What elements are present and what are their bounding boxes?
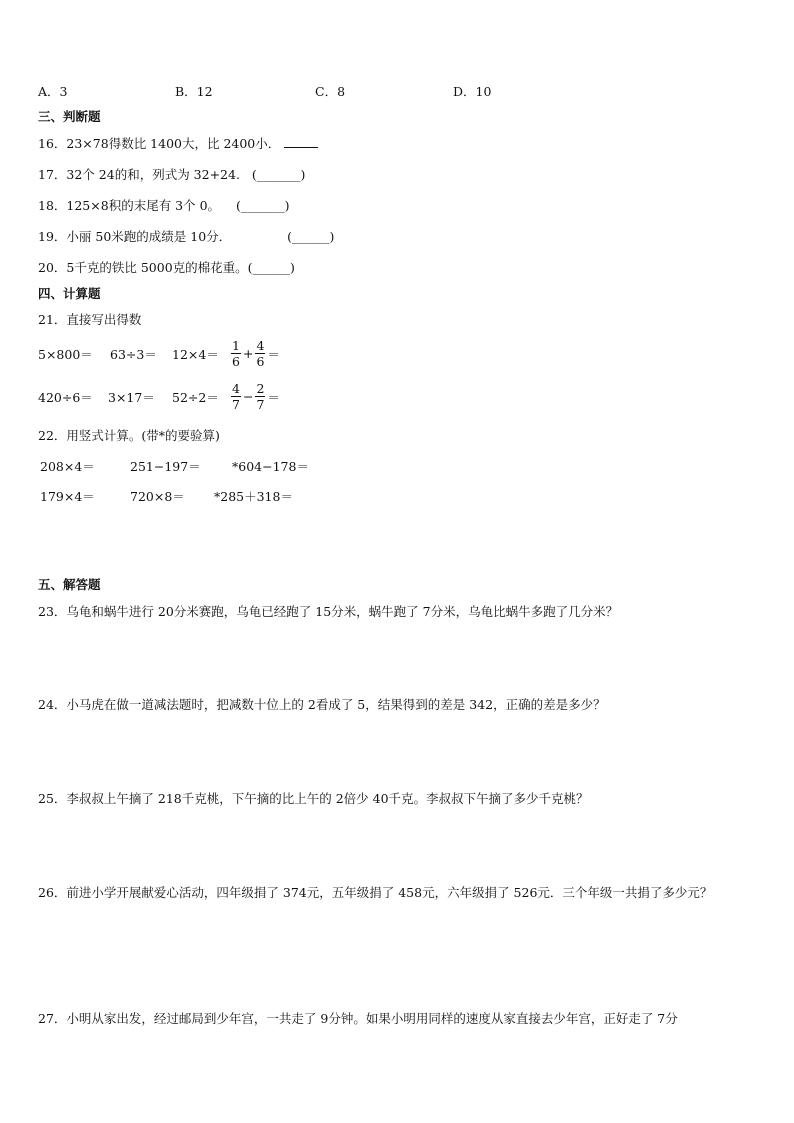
- section-title-judgement: 三、判断题: [38, 109, 101, 124]
- calc-item: 420÷6＝: [38, 390, 93, 405]
- calc-item: 208×4＝: [40, 459, 95, 474]
- calc-item: *604−178＝: [232, 459, 309, 474]
- fraction-expression: [230, 338, 281, 369]
- question-17-text: 17．32个 24的和，列式为 32+24.: [38, 167, 240, 182]
- question-18-text: 18．125×8积的末尾有 3个 0。: [38, 198, 221, 213]
- option-a: A．3: [38, 84, 68, 99]
- plus-operator: +: [242, 346, 254, 361]
- numerator: 4: [256, 338, 265, 353]
- question-23: 23．乌龟和蜗牛进行 20分米赛跑，乌龟已经跑了 15分米，蜗牛跑了 7分米，乌龟比蜗牛多跑了几分米？: [38, 604, 619, 619]
- question-20: [38, 259, 295, 277]
- denominator: 7: [256, 397, 265, 412]
- denominator: 6: [256, 354, 265, 369]
- section-title-calculation: 四、计算题: [38, 286, 101, 301]
- fraction: [231, 381, 241, 412]
- calc-item: 251−197＝: [130, 459, 201, 474]
- answer-blank[interactable]: [284, 135, 318, 148]
- question-24: 24．小马虎在做一道减法题时，把减数十位上的 2看成了 5，结果得到的差是 342，正确的差是多少？: [38, 697, 606, 712]
- question-19: [38, 228, 334, 246]
- question-19-text: 19．小丽 50米跑的成绩是 10分．: [38, 229, 232, 244]
- question-16: [38, 135, 318, 153]
- calc-item: 179×4＝: [40, 489, 95, 504]
- answer-paren[interactable]: (_______): [236, 198, 290, 213]
- fraction-expression: [230, 381, 281, 412]
- calc-item: 3×17＝: [108, 390, 155, 405]
- question-27: 27．小明从家出发，经过邮局到少年宫，一共走了 9分钟。如果小明用同样的速度从家直接去少年宫，正好走了 7分: [38, 1011, 678, 1026]
- calc-item: *285＋318＝: [214, 489, 293, 504]
- fraction: [255, 338, 265, 369]
- fraction: [255, 381, 265, 412]
- question-21-title: 21．直接写出得数: [38, 312, 142, 327]
- numerator: 1: [232, 338, 240, 353]
- option-c: C．8: [315, 84, 346, 99]
- answer-paren[interactable]: (______): [247, 260, 295, 275]
- numerator: 4: [232, 381, 240, 396]
- section-title-word-problems: 五、解答题: [38, 577, 101, 592]
- calc-item: 5×800＝: [38, 347, 93, 362]
- numerator: 2: [256, 381, 265, 396]
- option-b: B．12: [175, 84, 213, 99]
- question-17: [38, 166, 305, 184]
- calc-item: 63÷3＝: [110, 347, 157, 362]
- question-26: 26．前进小学开展献爱心活动，四年级捐了 374元，五年级捐了 458元，六年级捐了 526元．三个年级一共捐了多少元？: [38, 885, 713, 900]
- denominator: 7: [232, 397, 240, 412]
- equals-sign: ＝: [267, 389, 280, 405]
- question-16-text: 16．23×78得数比 1400大，比 2400小．: [38, 136, 281, 151]
- question-22-title: 22．用竖式计算。(带*的要验算): [38, 428, 220, 443]
- calc-item: 12×4＝: [172, 347, 219, 362]
- question-25: 25．李叔叔上午摘了 218千克桃，下午摘的比上午的 2倍少 40千克。李叔叔下午摘了多少千克桃？: [38, 791, 589, 806]
- question-18: [38, 197, 290, 215]
- question-20-text: 20．5千克的铁比 5000克的棉花重。: [38, 260, 248, 275]
- calc-item: 720×8＝: [130, 489, 185, 504]
- option-d: D．10: [453, 84, 492, 99]
- denominator: 6: [232, 354, 240, 369]
- equals-sign: ＝: [267, 346, 280, 362]
- calc-item: 52÷2＝: [172, 390, 219, 405]
- answer-paren[interactable]: (_______): [251, 167, 306, 182]
- fraction: [231, 338, 241, 369]
- answer-paren[interactable]: (______): [287, 229, 335, 244]
- minus-operator: −: [242, 389, 254, 404]
